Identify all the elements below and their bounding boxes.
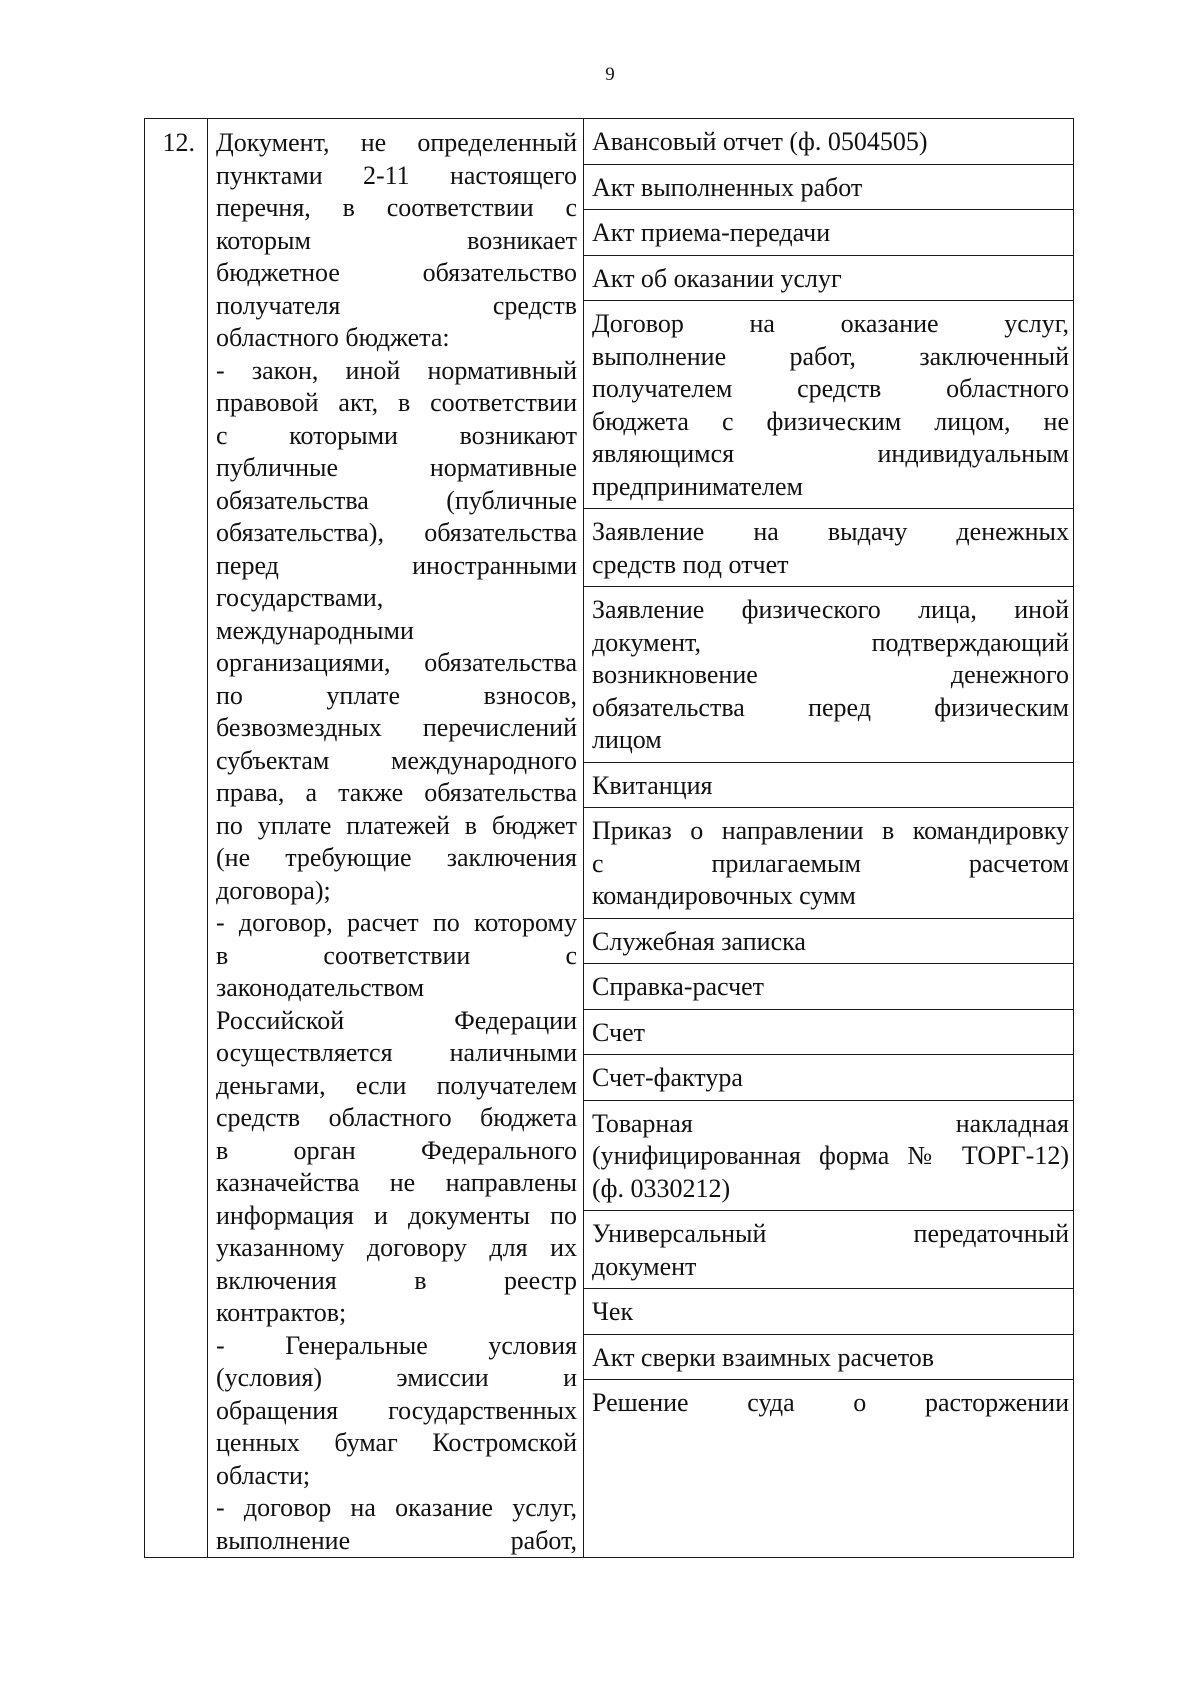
document-item-line: Заявление на выдачу денежных <box>592 517 1069 546</box>
row-number: 12. <box>145 119 208 1558</box>
description-line: в соответствии с <box>216 940 577 970</box>
description-line: (не требующие заключения <box>216 843 577 872</box>
document-item-line: получателем средств областного <box>592 374 1069 403</box>
description-line: получателя средств <box>216 290 577 320</box>
document-item <box>584 1055 1073 1101</box>
row-description <box>208 119 584 1558</box>
document-item-line: являющимся индивидуальным <box>592 439 1069 468</box>
description-line: организациями, обязательства <box>216 648 577 677</box>
document-item-line: (ф. 0330212) <box>592 1173 731 1203</box>
document-item-line: возникновение денежного <box>592 660 1069 689</box>
documents-table <box>144 118 1074 1558</box>
description-line: ценных бумаг Костромской <box>216 1428 577 1457</box>
description-line: казначейства не направлены <box>216 1168 577 1197</box>
document-item-line: бюджета с физическим лицом, не <box>592 406 1069 436</box>
document-item-line: Акт сверки взаимных расчетов <box>592 1342 934 1372</box>
document-item-line: Решение суда о расторжении <box>592 1388 1069 1417</box>
description-line: выполнение работ, <box>216 1525 577 1555</box>
document-item <box>584 256 1073 302</box>
description-line: по уплате платежей в бюджет <box>216 810 577 840</box>
description-line: - договор на оказание услуг, <box>216 1493 577 1522</box>
description-line: договора); <box>216 875 331 905</box>
document-item-line: Договор на оказание услуг, <box>592 309 1069 338</box>
description-line: Российской Федерации <box>216 1005 577 1035</box>
document-item-line: Заявление физического лица, иной <box>592 595 1069 624</box>
document-item <box>584 1289 1073 1335</box>
document-item-line: лицом <box>592 725 662 754</box>
description-line: правовой акт, в соответствии <box>216 388 577 417</box>
document-item <box>584 1335 1073 1381</box>
page-number: 9 <box>605 64 615 85</box>
description-line: - договор, расчет по которому <box>216 908 577 937</box>
document-item <box>584 763 1073 809</box>
description-line: публичные нормативные <box>216 453 577 482</box>
document-item-line: Служебная записка <box>592 926 806 956</box>
description-line: Документ, не определенный <box>216 128 577 157</box>
document-item-line: обязательства перед физическим <box>592 692 1069 722</box>
document-item-line: (унифицированная форма № ТОРГ-12) <box>592 1141 1069 1170</box>
document-item-line: Счет <box>592 1017 645 1047</box>
description-line: контрактов; <box>216 1298 347 1327</box>
description-line: пунктами 2-11 настоящего <box>216 160 577 190</box>
document-item-line: Квитанция <box>592 770 713 800</box>
description-line: которым возникает <box>216 225 577 255</box>
document-item <box>584 1101 1073 1212</box>
description-line: обязательства (публичные <box>216 485 577 515</box>
document-item-line: документ <box>592 1251 697 1281</box>
document-item-line: Акт об оказании услуг <box>592 263 842 293</box>
document-item-line: Приказ о направлении в командировку <box>592 816 1069 845</box>
documents-list <box>584 119 1074 1558</box>
description-line: международными <box>216 615 414 645</box>
description-line: в орган Федерального <box>216 1135 577 1165</box>
document-item <box>584 919 1073 965</box>
description-line: перед иностранными <box>216 550 577 580</box>
description-line: права, а также обязательства <box>216 778 577 807</box>
document-item <box>584 509 1073 587</box>
description-line: областного бюджета: <box>216 323 450 352</box>
document-item <box>584 808 1073 919</box>
description-line: законодательством <box>216 973 425 1002</box>
document-item-line: с прилагаемым расчетом <box>592 848 1069 878</box>
description-line: субъектам международного <box>216 745 577 775</box>
description-line: информация и документы по <box>216 1200 577 1230</box>
document-item-line: Чек <box>592 1297 634 1326</box>
description-line: с которыми возникают <box>216 420 577 450</box>
description-line: безвозмездных перечислений <box>216 713 577 742</box>
document-item-line: Акт выполненных работ <box>592 172 863 202</box>
description-line: деньгами, если получателем <box>216 1070 577 1100</box>
document-item-line: Универсальный передаточный <box>592 1219 1069 1248</box>
description-line: области; <box>216 1460 311 1490</box>
description-line: обязательства), обязательства <box>216 518 577 547</box>
document-item <box>584 119 1073 165</box>
document-item <box>584 210 1073 256</box>
description-line: - закон, иной нормативный <box>216 355 577 385</box>
description-line: обращения государственных <box>216 1395 577 1425</box>
document-item <box>584 587 1073 763</box>
description-line: бюджетное обязательство <box>216 258 577 287</box>
document-item-line: Авансовый отчет (ф. 0504505) <box>592 127 928 156</box>
description-line: средств областного бюджета <box>216 1103 577 1132</box>
document-item-line: Счет-фактура <box>592 1063 743 1092</box>
table-row <box>145 119 1074 1558</box>
description-line: включения в реестр <box>216 1265 577 1295</box>
description-line: указанному договору для их <box>216 1233 577 1262</box>
document-item-line: предпринимателем <box>592 471 804 501</box>
document-item <box>584 165 1073 211</box>
description-line: государствами, <box>216 583 384 612</box>
document-item-line: документ, подтверждающий <box>592 627 1069 657</box>
document-item-line: Справка-расчет <box>592 972 765 1001</box>
document-item <box>584 1380 1073 1425</box>
document-item-line: Акт приема-передачи <box>592 218 831 247</box>
description-line: - Генеральные условия <box>216 1330 577 1360</box>
document-item <box>584 301 1073 509</box>
document-item-line: средств под отчет <box>592 549 789 579</box>
document-item <box>584 964 1073 1010</box>
document-item <box>584 1010 1073 1056</box>
description-line: (условия) эмиссии и <box>216 1363 577 1392</box>
document-item-line: выполнение работ, заключенный <box>592 341 1069 371</box>
document-item-line: Товарная накладная <box>592 1108 1069 1138</box>
description-line: перечня, в соответствии с <box>216 193 577 222</box>
document-item <box>584 1211 1073 1289</box>
document-item-line: командировочных сумм <box>592 881 856 910</box>
description-line: осуществляется наличными <box>216 1038 577 1067</box>
description-line: по уплате взносов, <box>216 680 577 710</box>
